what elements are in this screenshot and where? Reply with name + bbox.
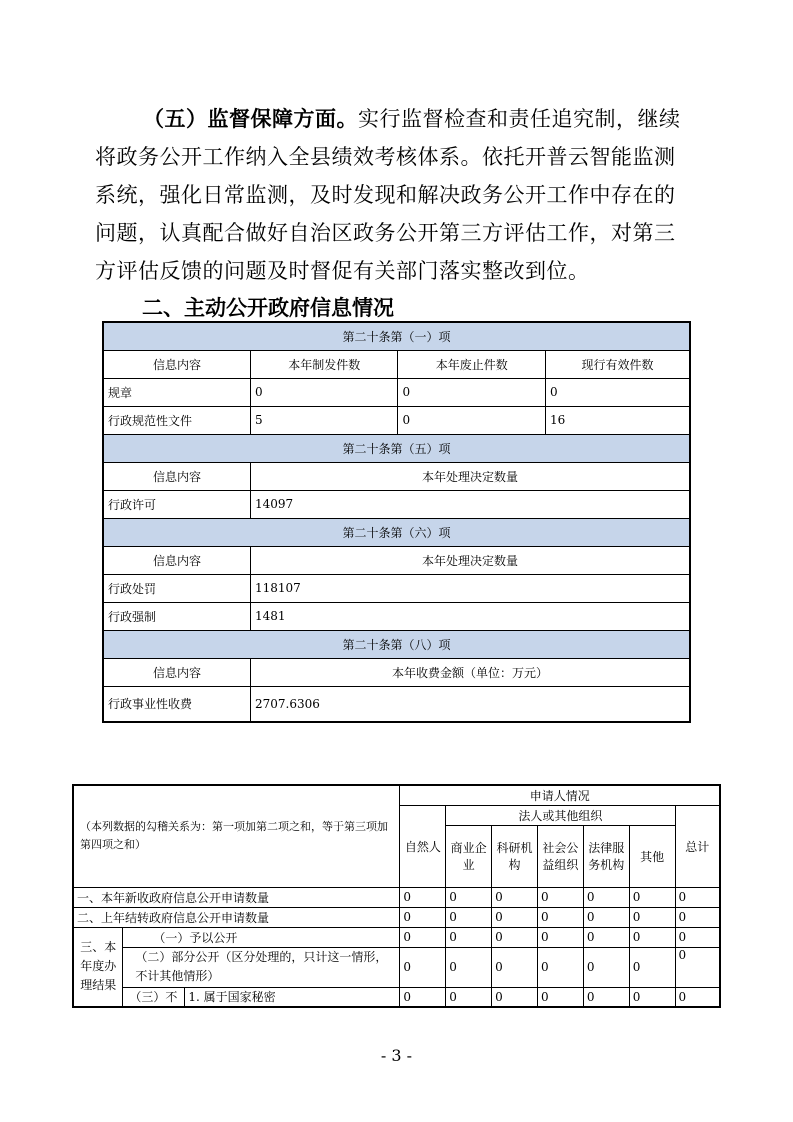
table-cell: 0: [446, 947, 492, 987]
row-label: 规章: [103, 378, 250, 406]
reconciliation-note: （本列数据的勾稽关系为：第一项加第二项之和，等于第三项加第四项之和）: [73, 785, 400, 887]
table-cell: 0: [398, 378, 545, 406]
table-cell: 0: [446, 907, 492, 927]
total-header: 总计: [675, 805, 720, 887]
active-disclosure-table: [102, 321, 691, 723]
section-header: 第二十条第（八）项: [103, 630, 690, 658]
table-cell: 0: [492, 887, 538, 907]
paragraph-body: 实行监督检查和责任追究制，继续将政务公开工作纳入全县绩效考核体系。依托开普云智能监测系统，强化日常监测，及时发现和解决政务公开工作中存在的问题，认真配合做好自治区政务公开第三方评估工作，对第三方评估反馈的问题及时督促有关部门落实整改到位。: [95, 107, 681, 283]
row-label: （二）部分公开（区分处理的，只计这一情形，不计其他情形）: [123, 947, 400, 987]
table-cell: 0: [400, 987, 446, 1007]
column-header: 本年处理决定数量: [250, 462, 690, 490]
table-cell: 0: [629, 907, 675, 927]
table-cell: 0: [675, 927, 720, 947]
section-header: 第二十条第（五）项: [103, 434, 690, 462]
section-header: 第二十条第（六）项: [103, 518, 690, 546]
table-cell: 0: [583, 987, 629, 1007]
table-row: [73, 887, 720, 907]
table-cell: 0: [537, 987, 583, 1007]
column-header: 信息内容: [103, 350, 250, 378]
table-cell: 0: [400, 947, 446, 987]
row-label: 行政许可: [103, 490, 250, 518]
table-row: [103, 686, 690, 722]
table-cell: 0: [629, 927, 675, 947]
table-cell: 14097: [250, 490, 690, 518]
column-header: 本年废止件数: [398, 350, 545, 378]
table-row: [73, 947, 720, 987]
table-cell: 0: [675, 987, 720, 1007]
table-row: [73, 907, 720, 927]
row-label: 行政强制: [103, 602, 250, 630]
table-cell: 0: [537, 947, 583, 987]
table-cell: 0: [675, 947, 720, 987]
table-row: [73, 987, 720, 1007]
org-type-header: 社会公益组织: [537, 825, 583, 887]
row-label: 行政事业性收费: [103, 686, 250, 722]
table-cell: 0: [492, 987, 538, 1007]
column-header: 本年处理决定数量: [250, 546, 690, 574]
row-detail: 1. 属于国家秘密: [185, 987, 400, 1007]
table-cell: 0: [446, 987, 492, 1007]
table-cell: 118107: [250, 574, 690, 602]
org-type-header: 科研机构: [492, 825, 538, 887]
table-cell: 0: [629, 887, 675, 907]
column-header: 信息内容: [103, 462, 250, 490]
page-number: - 3 -: [380, 1046, 413, 1065]
table-cell: 0: [583, 887, 629, 907]
table-cell: 0: [398, 406, 545, 434]
table-cell: 2707.6306: [250, 686, 690, 722]
table-row: [103, 602, 690, 630]
column-header: 本年制发件数: [250, 350, 397, 378]
org-type-header: 法律服务机构: [583, 825, 629, 887]
table-cell: 0: [675, 907, 720, 927]
table-cell: 0: [583, 927, 629, 947]
row-label: （三）不: [123, 987, 185, 1007]
row-label: 二、上年结转政府信息公开申请数量: [73, 907, 400, 927]
column-header: 信息内容: [103, 546, 250, 574]
supervision-paragraph: [95, 100, 695, 290]
row-label: 一、本年新收政府信息公开申请数量: [73, 887, 400, 907]
table-row: [103, 378, 690, 406]
section-header: 第二十条第（一）项: [103, 322, 690, 350]
org-header: 法人或其他组织: [446, 805, 675, 825]
column-header: 本年收费金额（单位：万元）: [250, 658, 690, 686]
org-type-header: 商业企业: [446, 825, 492, 887]
table-cell: 0: [545, 378, 690, 406]
table-cell: 0: [400, 907, 446, 927]
column-header: 现行有效件数: [545, 350, 690, 378]
table-cell: 5: [250, 406, 397, 434]
table-cell: 0: [492, 907, 538, 927]
table-row: [103, 490, 690, 518]
table-row: [103, 406, 690, 434]
column-header: 信息内容: [103, 658, 250, 686]
table-cell: 0: [446, 887, 492, 907]
application-table: [72, 784, 721, 1008]
table-cell: 0: [537, 887, 583, 907]
table-cell: 0: [250, 378, 397, 406]
natural-person-header: 自然人: [400, 805, 446, 887]
table-cell: 0: [492, 947, 538, 987]
row-label: 行政规范性文件: [103, 406, 250, 434]
table-cell: 1481: [250, 602, 690, 630]
table-cell: 0: [629, 947, 675, 987]
table-cell: 0: [537, 907, 583, 927]
table-cell: 0: [583, 947, 629, 987]
table-cell: 0: [446, 927, 492, 947]
result-group-label: 三、本年度办理结果: [73, 927, 123, 1007]
row-label: （一）予以公开: [123, 927, 400, 947]
paragraph-heading: （五）监督保障方面。: [143, 107, 358, 131]
applicant-header: 申请人情况: [400, 785, 720, 805]
table-cell: 0: [492, 927, 538, 947]
table-cell: 0: [537, 927, 583, 947]
table-row: [73, 927, 720, 947]
table-cell: 16: [545, 406, 690, 434]
section-title: 二、主动公开政府信息情况: [142, 296, 394, 320]
table-cell: 0: [629, 987, 675, 1007]
table-cell: 0: [400, 927, 446, 947]
table-cell: 0: [675, 887, 720, 907]
org-type-header: 其他: [629, 825, 675, 887]
table-cell: 0: [583, 907, 629, 927]
table-row: [103, 574, 690, 602]
row-label: 行政处罚: [103, 574, 250, 602]
table-cell: 0: [400, 887, 446, 907]
